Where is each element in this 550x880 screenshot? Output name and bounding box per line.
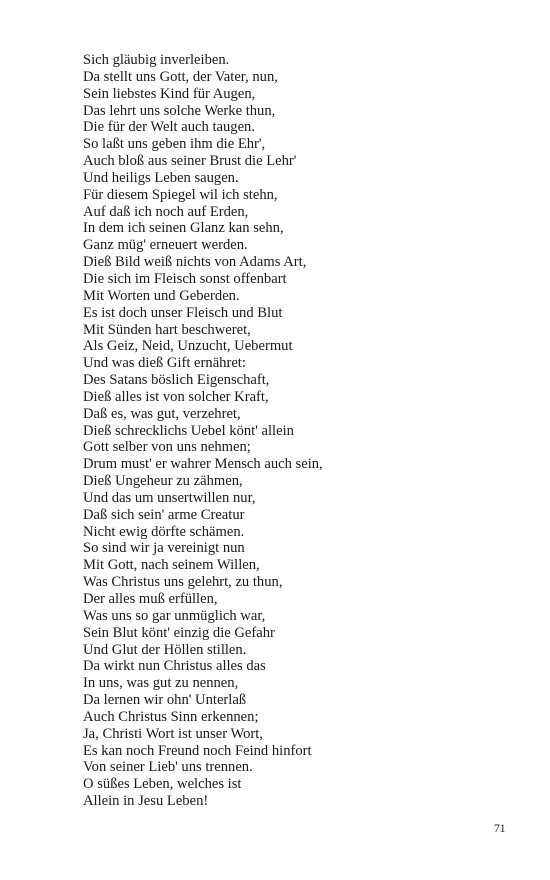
poem-line: Sein Blut könt' einzig die Gefahr	[83, 624, 275, 641]
poem-line: Dieß alles ist von solcher Kraft,	[83, 388, 269, 405]
poem-line: Die sich im Fleisch sonst offenbart	[83, 270, 287, 287]
poem-line: Sein liebstes Kind für Augen,	[83, 85, 256, 102]
poem-line: In uns, was gut zu nennen,	[83, 675, 239, 692]
poem-line: Das lehrt uns solche Werke thun,	[83, 102, 276, 119]
poem-line: Des Satans böslich Eigenschaft,	[83, 372, 270, 389]
poem-text	[83, 52, 323, 810]
poem-line: Gott selber von uns nehmen;	[83, 439, 251, 456]
poem-line: Daß es, was gut, verzehret,	[83, 405, 241, 422]
poem-line: Von seiner Lieb' uns trennen.	[83, 759, 253, 776]
poem-line: Und Glut der Höllen stillen.	[83, 641, 247, 658]
poem-line: Auch bloß aus seiner Brust die Lehr'	[83, 153, 297, 170]
poem-line: O süßes Leben, welches ist	[83, 776, 242, 793]
poem-line: Drum must' er wahrer Mensch auch sein,	[83, 456, 323, 473]
poem-line: Da stellt uns Gott, der Vater, nun,	[83, 68, 278, 85]
poem-line: Sich gläubig inverleiben.	[83, 52, 230, 68]
poem-line: Mit Sünden hart beschweret,	[83, 321, 251, 338]
poem-line: Da wirkt nun Christus alles das	[83, 658, 266, 675]
poem-line: Allein in Jesu Leben!	[83, 793, 209, 810]
poem-line: Auch Christus Sinn erkennen;	[83, 708, 259, 725]
poem-line: Ja, Christi Wort ist unser Wort,	[83, 725, 263, 742]
poem-line: Der alles muß erfüllen,	[83, 591, 218, 607]
poem-line: Daß sich sein' arme Creatur	[83, 506, 245, 523]
poem-line: Was uns so gar unmüglich war,	[83, 607, 266, 624]
poem-line: Mit Worten und Geberden.	[83, 287, 240, 304]
poem-line: Als Geiz, Neid, Unzucht, Uebermut	[83, 338, 293, 355]
poem-line: Die für der Welt auch taugen.	[83, 119, 255, 136]
poem-line: Für diesem Spiegel wil ich stehn,	[83, 186, 278, 203]
poem-line: In dem ich seinen Glanz kan sehn,	[83, 220, 284, 237]
poem-line: Und das um unsertwillen nur,	[83, 489, 256, 506]
poem-line: Dieß Bild weiß nichts von Adams Art,	[83, 254, 307, 271]
poem-line: So laßt uns geben ihm die Ehr',	[83, 136, 266, 153]
poem-line: Nicht ewig dörfte schämen.	[83, 523, 245, 540]
poem-line: Ganz müg' erneuert werden.	[83, 237, 248, 254]
poem-line: Es kan noch Freund noch Feind hinfort	[83, 742, 312, 759]
poem-line: Auf daß ich noch auf Erden,	[83, 203, 249, 220]
page-number: 71	[494, 823, 506, 835]
poem-line: Dieß schrecklichs Uebel könt' allein	[83, 422, 294, 439]
poem-line: Und heiligs Leben saugen.	[83, 169, 239, 186]
poem-line: Dieß Ungeheur zu zähmen,	[83, 473, 243, 490]
poem-line: Mit Gott, nach seinem Willen,	[83, 557, 260, 574]
poem-line: Es ist doch unser Fleisch und Blut	[83, 304, 283, 321]
poem-line: Was Christus uns gelehrt, zu thun,	[83, 574, 283, 591]
poem-line: So sind wir ja vereinigt nun	[83, 540, 245, 557]
poem-line: Da lernen wir ohn' Unterlaß	[83, 692, 247, 709]
poem-line: Und was dieß Gift ernähret:	[83, 355, 246, 372]
